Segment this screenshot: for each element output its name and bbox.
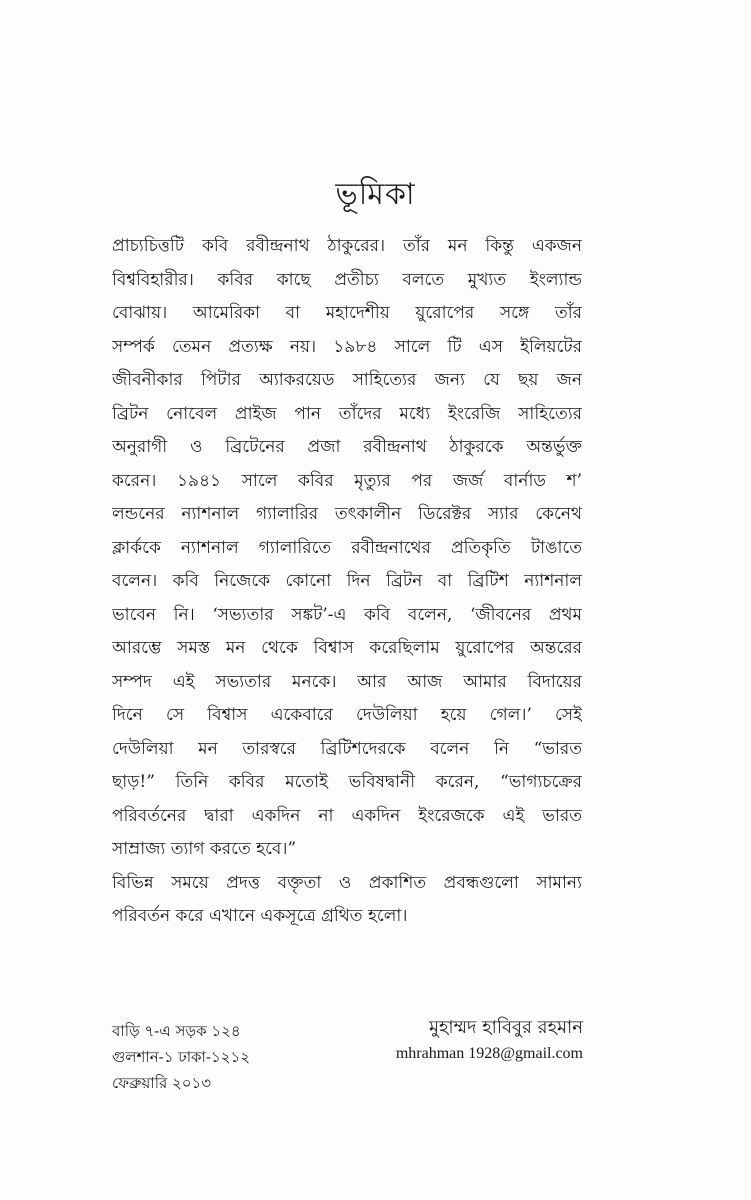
text-line: বিভিন্ন সময়ে প্রদত্ত বক্তৃতা ও প্রকাশিত প্রবন্ধগুলো সামান্য	[112, 872, 582, 893]
address-block	[112, 1018, 332, 1096]
author-name: মুহাম্মদ হাবিবুর রহমান	[428, 1017, 583, 1038]
date-line: ফেব্রুয়ারি ২০১৩	[112, 1074, 212, 1092]
preface-body	[112, 230, 582, 934]
signature-block	[323, 1014, 583, 1066]
address-line-2: গুলশান-১ ঢাকা-১২১২	[112, 1048, 250, 1066]
text-line: ভাবেন নি। ‘সভ্যতার সঙ্কট’-এ কবি বলেন, ‘জীবনের প্রথম	[112, 604, 582, 625]
text-line: সম্পদ এই সভ্যতার মনকে। আর আজ আমার বিদায়ের	[112, 671, 582, 692]
text-line: সম্পর্ক তেমন প্রত্যক্ষ নয়। ১৯৮৪ সালে টি এস ইলিয়টের	[112, 336, 582, 357]
text-line: লন্ডনের ন্যাশনাল গ্যালারির তৎকালীন ডিরেক্টর স্যার কেনেথ	[112, 504, 582, 524]
text-line: বোঝায়। আমেরিকা বা মহাদেশীয় য়ুরোপের সঙ্গে তাঁর	[112, 303, 582, 323]
text-line: প্রাচ্যচিত্তটি কবি রবীন্দ্রনাথ ঠাকুরের। তাঁর মন কিন্তু একজন	[112, 236, 582, 256]
author-email: mhrahman 1928@gmail.com	[395, 1045, 583, 1062]
text-line: সাম্রাজ্য ত্যাগ করতে হবে।”	[112, 839, 297, 859]
text-line: আরম্ভে সমস্ত মন থেকে বিশ্বাস করেছিলাম য়ুরোপের অন্তরের	[112, 638, 582, 658]
text-line: বিশ্ববিহারীর। কবির কাছে প্রতীচ্য বলতে মুখ্যত ইংল্যান্ড	[112, 269, 582, 290]
text-line: পরিবর্তনের দ্বারা একদিন না একদিন ইংরেজকে এই ভারত	[112, 805, 582, 826]
page-title: ভূমিকা	[335, 177, 416, 212]
text-line: ছাড়!” তিনি কবির মতোই ভবিষদ্বানী করেন, “ভাগ্যচক্রের	[112, 772, 582, 792]
text-line: অনুরাগী ও ব্রিটেনের প্রজা রবীন্দ্রনাথ ঠাকুরকে অন্তর্ভুক্ত	[112, 437, 582, 457]
address-line-1: বাড়ি ৭-এ সড়ক ১২৪	[112, 1022, 241, 1040]
text-line: ক্লার্ককে ন্যাশনাল গ্যালারিতে রবীন্দ্রনাথের প্রতিকৃতি টাঙাতে	[112, 537, 582, 558]
text-line: বলেন। কবি নিজেকে কোনো দিন ব্রিটন বা ব্রিটিশ ন্যাশনাল	[112, 571, 582, 591]
text-line: পরিবর্তন করে এখানে একসূত্রে গ্রথিত হলো।	[112, 906, 408, 926]
text-line: জীবনীকার পিটার অ্যাকরয়েড সাহিত্যের জন্য যে ছয় জন	[112, 370, 582, 390]
text-line: দিনে সে বিশ্বাস একেবারে দেউলিয়া হয়ে গেল।’ সেই	[112, 705, 582, 725]
text-line: করেন। ১৯৪১ সালে কবির মৃত্যুর পর জর্জ বার্নাড শ’	[112, 470, 582, 491]
text-line: ব্রিটন নোবেল প্রাইজ পান তাঁদের মধ্যে ইংরেজি সাহিত্যের	[112, 403, 582, 424]
text-line: দেউলিয়া মন তারস্বরে ব্রিটিশদেরকে বলেন নি “ভারত	[112, 738, 582, 759]
